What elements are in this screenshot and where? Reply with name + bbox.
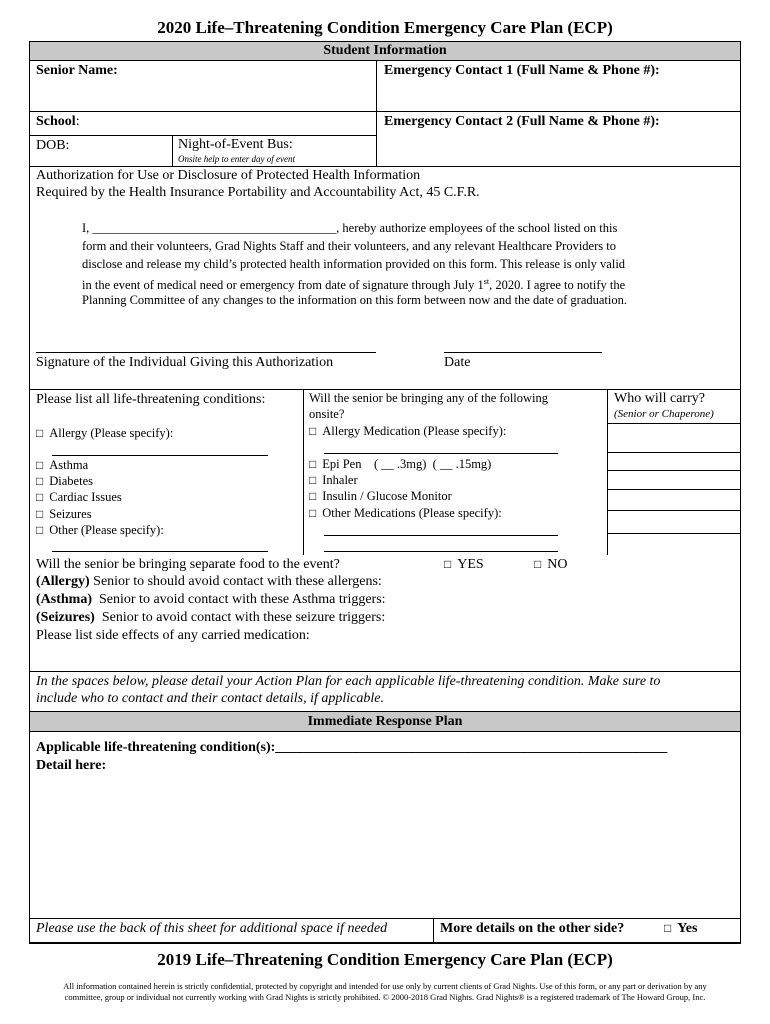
checkbox-icon: □ [309, 489, 317, 503]
detail-here-label: Detail here: [36, 758, 107, 773]
signature-label: Signature of the Individual Giving this Authorization [36, 355, 334, 370]
asthma-option[interactable]: □ Asthma [36, 458, 89, 472]
other-condition-line[interactable] [52, 551, 268, 552]
checkbox-icon: □ [36, 426, 44, 440]
response-plan-header: Immediate Response Plan [307, 714, 463, 729]
checkbox-icon: □ [309, 424, 317, 438]
seizure-triggers-line: (Seizures) Senior to avoid contact with these seizure triggers: [36, 610, 386, 625]
meds-question-2: onsite? [309, 407, 345, 421]
signature-line[interactable] [36, 352, 376, 353]
bus-note: Onsite help to enter day of event [178, 154, 295, 164]
conditions-heading: Please list all life-threatening conditions: [36, 392, 266, 407]
form-title: 2020 Life–Threatening Condition Emergency Care Plan (ECP) [157, 18, 613, 37]
applicable-condition-label: Applicable life-threatening condition(s):________________________________________________________ [36, 740, 668, 755]
student-info-header: Student Information [323, 43, 447, 58]
diabetes-option[interactable]: □ Diabetes [36, 474, 93, 488]
footer-notice-1: All information contained herein is strictly confidential, protected by copyright and intended for use only by current clients of Grad Nights. Use of this form, or any part or derivation by any [63, 981, 707, 991]
other-condition-option[interactable]: □ Other (Please specify): [36, 523, 164, 537]
other-meds-line-1[interactable] [324, 535, 558, 536]
insulin-option[interactable]: □ Insulin / Glucose Monitor [309, 489, 452, 503]
dob-label: DOB: [36, 138, 70, 153]
separate-food-question: Will the senior be bringing separate food to the event? [36, 557, 340, 572]
more-details-yes-option[interactable]: □ Yes [664, 921, 698, 936]
food-yes-option[interactable]: □ YES [444, 557, 484, 572]
allergy-med-option[interactable]: □ Allergy Medication (Please specify): [309, 424, 507, 438]
allergy-specify-line[interactable] [52, 455, 268, 456]
more-details-label: More details on the other side? [440, 921, 625, 936]
checkbox-icon: □ [36, 507, 44, 521]
auth-heading-2: Required by the Health Insurance Portability and Accountability Act, 45 C.F.R. [36, 185, 480, 200]
allergy-option[interactable]: □ Allergy (Please specify): [36, 426, 174, 440]
senior-name-label: Senior Name: [36, 63, 118, 78]
auth-paragraph-line-4: in the event of medical need or emergency from date of signature through July 1st, 2020. I agree to notify the [82, 277, 626, 293]
inhaler-option[interactable]: □ Inhaler [309, 473, 358, 487]
checkbox-icon: □ [444, 557, 452, 571]
date-label: Date [444, 355, 471, 370]
checkbox-icon: □ [309, 506, 317, 520]
who-will-carry-sub: (Senior or Chaperone) [614, 408, 714, 420]
checkbox-icon: □ [309, 457, 317, 471]
emergency-contact-1-label: Emergency Contact 1 (Full Name & Phone #): [384, 63, 660, 78]
other-meds-line-2[interactable] [324, 551, 558, 552]
footer-notice-2: committee, group or individual not currently working with Grad Nights is strictly prohibited. © 2000-2018 Grad Nights. Grad Nights® is a registered trademark of The Howard Group, Inc. [64, 992, 706, 1002]
checkbox-icon: □ [309, 473, 317, 487]
auth-heading-1: Authorization for Use or Disclosure of Protected Health Information [36, 168, 421, 183]
auth-paragraph-line-3: disclose and release my child’s protected health information provided on this form. This release is only valid [82, 257, 626, 271]
checkbox-icon: □ [534, 557, 542, 571]
other-meds-option[interactable]: □ Other Medications (Please specify): [309, 506, 502, 520]
who-will-carry-heading: Who will carry? [614, 391, 705, 406]
bus-label: Night-of-Event Bus: [178, 137, 293, 152]
school-label: School: [36, 114, 80, 129]
auth-paragraph-line-2: form and their volunteers, Grad Nights Staff and their volunteers, and any relevant Healthcare Providers to [82, 239, 616, 253]
action-plan-instructions-1: In the spaces below, please detail your Action Plan for each applicable life-threatening condition. Make sure to [36, 674, 661, 689]
date-line[interactable] [444, 352, 602, 353]
allergy-triggers-line: (Allergy) Senior to should avoid contact with these allergens: [36, 574, 382, 589]
asthma-triggers-line: (Asthma) Senior to avoid contact with these Asthma triggers: [36, 592, 386, 607]
side-effects-line: Please list side effects of any carried medication: [36, 628, 310, 643]
cardiac-option[interactable]: □ Cardiac Issues [36, 490, 122, 504]
meds-question-1: Will the senior be bringing any of the following [309, 391, 549, 405]
action-plan-instructions-2: include who to contact and their contact details, if applicable. [36, 691, 384, 706]
auth-paragraph-line-1: I, _______________________________________, hereby authorize employees of the school listed on this [82, 221, 618, 235]
footer-title: 2019 Life–Threatening Condition Emergency Care Plan (ECP) [157, 950, 613, 969]
checkbox-icon: □ [664, 921, 672, 935]
food-no-option[interactable]: □ NO [534, 557, 568, 572]
checkbox-icon: □ [36, 458, 44, 472]
checkbox-icon: □ [36, 523, 44, 537]
epi-pen-option[interactable]: □ Epi Pen ( __ .3mg) ( __ .15mg) [309, 457, 492, 471]
allergy-med-line[interactable] [324, 453, 558, 454]
checkbox-icon: □ [36, 490, 44, 504]
seizures-option[interactable]: □ Seizures [36, 507, 92, 521]
emergency-contact-2-label: Emergency Contact 2 (Full Name & Phone #): [384, 114, 660, 129]
back-of-sheet-note: Please use the back of this sheet for additional space if needed [36, 921, 388, 936]
auth-paragraph-line-5: Planning Committee of any changes to the information on this form between now and the date of graduation. [82, 293, 628, 307]
checkbox-icon: □ [36, 474, 44, 488]
